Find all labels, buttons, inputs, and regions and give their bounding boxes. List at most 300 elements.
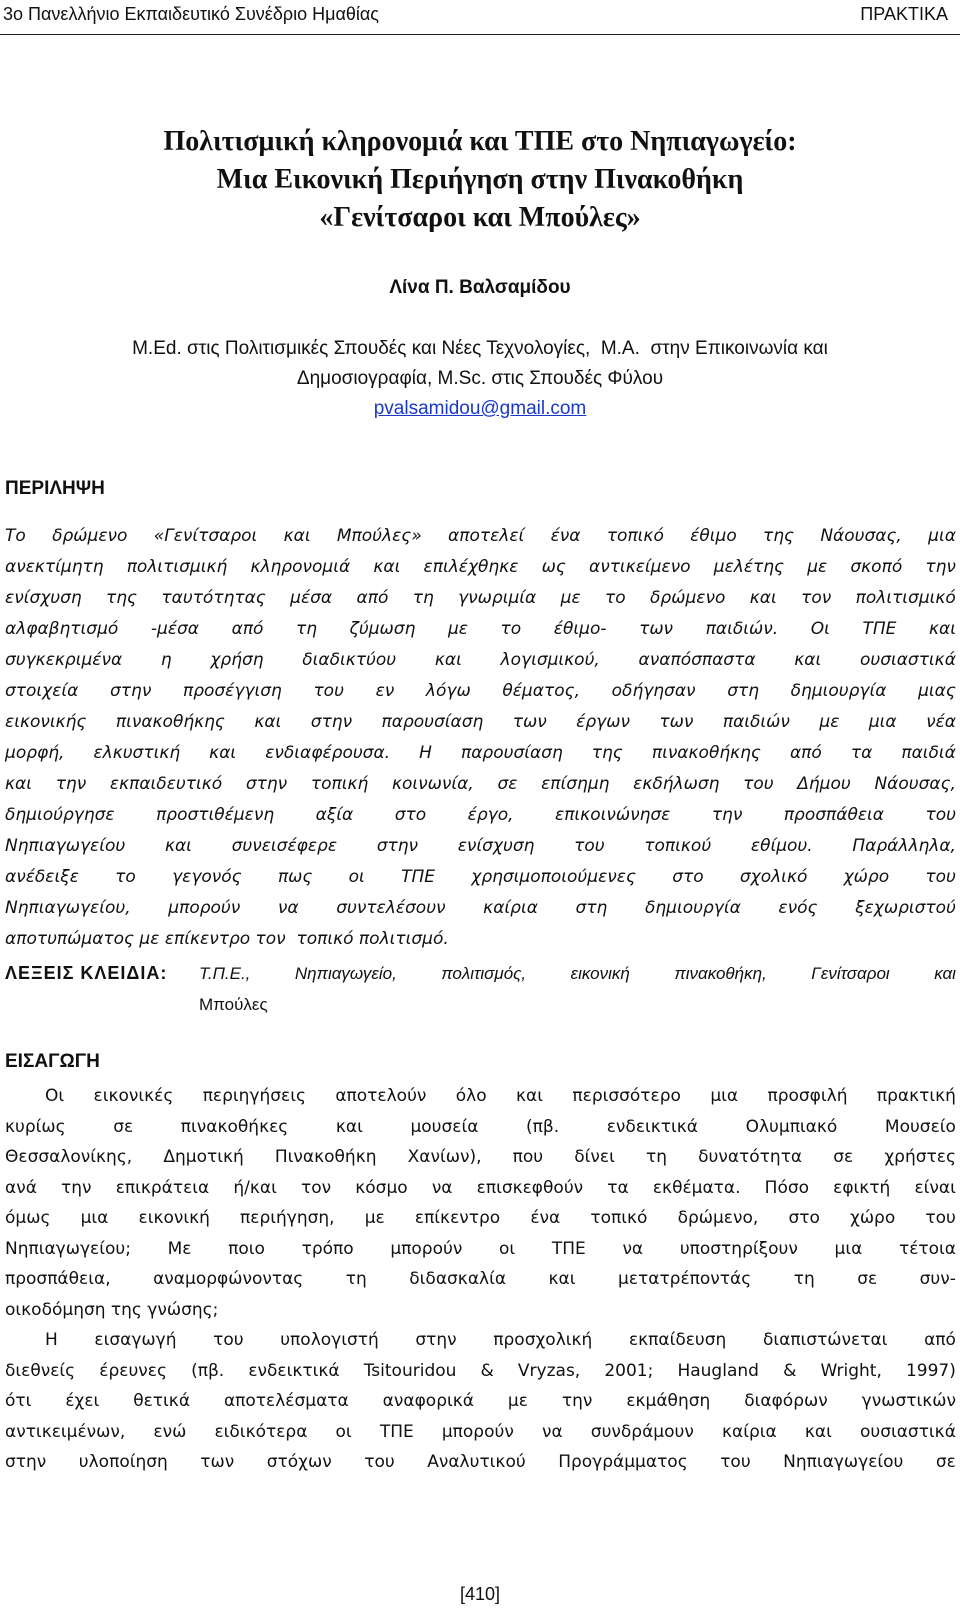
word: πινακοθήκης (651, 743, 761, 763)
word: αλφαβητισμό (5, 619, 119, 639)
abstract-line (5, 862, 956, 893)
word: συνδράμουν (590, 1421, 694, 1442)
word: παιδιά (901, 743, 956, 763)
word: Τ.Π.Ε., (199, 964, 251, 983)
word: των (512, 712, 547, 732)
word: αναμορφώνοντας (153, 1269, 304, 1289)
word: δίνει (574, 1147, 615, 1167)
word: αναπόσπαστα (638, 650, 756, 670)
word: των (659, 712, 694, 732)
word: τοπικού (644, 836, 712, 856)
author-affiliation (0, 334, 960, 424)
author-name: Λίνα Π. Βαλσαμίδου (389, 277, 571, 298)
word: στο (788, 1208, 820, 1228)
title-line-3: «Γενίτσαροι και Μπούλες» (319, 202, 641, 233)
word: σε (497, 774, 518, 794)
word: Vryzas, (517, 1360, 581, 1381)
word: στην (110, 681, 152, 701)
word: των (200, 1452, 235, 1472)
word: έχει (65, 1391, 100, 1411)
affiliation-line-1: M.Ed. στις Πολιτισμικές Σπουδές και Νέες Τεχνολογίες, M.A. στην Επικοινωνία και (132, 338, 828, 359)
word: με (507, 1391, 528, 1411)
intro-line (5, 1142, 956, 1173)
word: ζύμωση (349, 619, 416, 639)
word: Νηπιαγωγείο, (294, 964, 397, 983)
word: έθιμο- (553, 619, 607, 639)
word: Haugland (677, 1360, 759, 1381)
word: στο (672, 867, 704, 887)
word: οι (335, 1421, 352, 1442)
word: εκμάθηση (626, 1391, 711, 1411)
word: από (231, 619, 264, 639)
word: Νάουσας, (874, 774, 956, 794)
word: πρακτική (876, 1086, 956, 1106)
word: στη (575, 898, 608, 918)
word: χώρο (850, 1208, 896, 1228)
word: του (213, 1330, 244, 1350)
word: εικονικής (5, 712, 87, 732)
word: είναι (914, 1177, 956, 1198)
word: μετατρέποντάς (618, 1269, 752, 1289)
word: όμως (5, 1208, 51, 1228)
word: το (115, 867, 136, 887)
intro-line (5, 1203, 956, 1234)
abstract-line (5, 769, 956, 800)
word: προσπάθεια, (5, 1269, 111, 1289)
word: στόχων (266, 1452, 332, 1472)
word: ανέδειξε (5, 867, 79, 887)
abstract-heading: ΠΕΡΙΛΗΨΗ (5, 478, 105, 499)
word: δημιουργία (644, 898, 741, 918)
word: στην (245, 774, 288, 794)
intro-line (5, 1081, 956, 1112)
word: μια (868, 712, 897, 732)
word: χρησιμοποιούμενες (471, 867, 636, 887)
word: περιηγήσεις (202, 1086, 306, 1106)
word: προσπάθεια (783, 805, 885, 825)
word: ΤΠΕ (862, 619, 897, 639)
word: με (364, 1208, 385, 1228)
word: μπορούν (168, 898, 241, 918)
word: μπορούν (390, 1238, 463, 1259)
word: επικράτεια (115, 1177, 210, 1198)
word: Νάουσας, (820, 526, 902, 546)
word: και (804, 1421, 832, 1442)
title-line-1: Πολιτισμική κληρονομιά και ΤΠΕ στο Νηπιαγωγείο: (163, 126, 797, 157)
word: εικονικές (93, 1086, 174, 1106)
abstract-line (5, 583, 956, 614)
author-email-link[interactable]: pvalsamidou@gmail.com (373, 398, 587, 419)
word: εκπαιδευτικό (109, 774, 223, 794)
word: Ολυμπιακό (745, 1116, 838, 1137)
word: Χανίων), (407, 1147, 482, 1167)
word: τη (345, 1269, 367, 1289)
keywords (5, 958, 956, 1020)
word: γνωριμία (458, 588, 537, 608)
word: τα (607, 1177, 629, 1198)
word: επιλέχθηκε (423, 557, 519, 577)
intro-line (5, 1325, 956, 1356)
word: Πόσο (764, 1177, 810, 1198)
word: να (622, 1238, 644, 1259)
abstract-line (5, 831, 956, 862)
word: εκθέματα. (652, 1177, 741, 1198)
word: αξία (315, 805, 354, 825)
intro-line: οικοδόμηση της γνώσης; (5, 1299, 219, 1320)
word: του (364, 1452, 395, 1472)
word: ενώ (153, 1421, 187, 1442)
word: θέματος, (502, 681, 580, 701)
word: τη (296, 619, 318, 639)
word: οι (499, 1238, 516, 1259)
word: καίρια (483, 898, 538, 918)
word: οδήγησαν (611, 681, 696, 701)
word: στο (394, 805, 427, 825)
word: μορφή, (5, 743, 65, 763)
word: επίσημη (541, 774, 610, 794)
word: Δήμου (797, 774, 851, 794)
word: της (106, 588, 138, 608)
word: δρώμενο (52, 526, 128, 546)
word: του (925, 867, 956, 887)
abstract-line (5, 893, 956, 924)
word: ενδιαφέρουσα. (265, 743, 391, 763)
word: κόσμο (355, 1177, 408, 1198)
word: Οι (810, 619, 830, 639)
keywords-label: ΛΕΞΕΙΣ ΚΛΕΙΔΙΑ: (5, 963, 168, 983)
word: ειδικότερα (214, 1421, 308, 1442)
word: όλο (455, 1086, 487, 1106)
word: του (574, 836, 605, 856)
abstract-line (5, 738, 956, 769)
word: κληρονομιά (250, 557, 351, 577)
word: σε (935, 1452, 956, 1472)
word: που (512, 1147, 544, 1167)
word: διαπιστώνεται (762, 1330, 888, 1350)
word: Το (5, 526, 26, 546)
word: πινακοθήκης (115, 712, 225, 732)
word: παιδιών (722, 712, 790, 732)
word: με (447, 619, 468, 639)
word: κοινωνία, (391, 774, 474, 794)
intro-line (5, 1447, 956, 1478)
word: η (160, 650, 172, 670)
word: πινακοθήκη, (674, 964, 767, 983)
abstract-body (5, 521, 956, 955)
word: και (283, 526, 311, 546)
word: καίρια (721, 1421, 777, 1442)
word: ελκυστική (93, 743, 181, 763)
intro-body (5, 1081, 956, 1478)
word: συν- (919, 1269, 956, 1289)
word: προσχολική (493, 1330, 593, 1350)
title-line-2: Μια Εικονική Περιήγηση στην Πινακοθήκη (216, 164, 744, 195)
word: του (925, 1208, 956, 1228)
word: έθιμο (690, 526, 737, 546)
word: την (61, 1177, 92, 1198)
word: δημιούργησε (5, 805, 115, 825)
abstract-line (5, 552, 956, 583)
word: μια (928, 526, 956, 546)
word: Πινακοθήκη (274, 1147, 377, 1167)
word: σε (857, 1269, 878, 1289)
word: της (763, 526, 795, 546)
word: & (783, 1360, 797, 1381)
word: παρουσίαση (381, 712, 484, 732)
word: και (335, 1116, 363, 1137)
word: Νηπιαγωγείου (783, 1452, 904, 1472)
word: μέσα (290, 588, 333, 608)
word: προστιθέμενη (156, 805, 275, 825)
word: ή/και (233, 1177, 277, 1198)
word: αναφορικά (382, 1391, 474, 1411)
intro-line (5, 1173, 956, 1204)
word: τρόπο (301, 1238, 354, 1259)
word: & (480, 1360, 494, 1381)
intro-line (5, 1417, 956, 1448)
word: του (743, 774, 774, 794)
word: να (277, 898, 299, 918)
word: ΤΠΕ (401, 867, 435, 887)
word: διαφόρων (744, 1391, 828, 1411)
word: ένα (550, 526, 581, 546)
word: πινακοθήκες (180, 1116, 289, 1137)
word: οι (348, 867, 365, 887)
word: αντικείμενο (589, 557, 691, 577)
word: πολιτισμός, (441, 964, 527, 983)
word: ΤΠΕ (379, 1421, 414, 1442)
word: περιήγηση, (240, 1208, 335, 1228)
word: ως (541, 557, 566, 577)
intro-line (5, 1234, 956, 1265)
abstract-line: αποτυπώματος με επίκεντρο τον τοπικό πολιτισμό. (5, 929, 449, 949)
word: -μέσα (150, 619, 200, 639)
word: ταυτότητας (161, 588, 266, 608)
word: των (639, 619, 674, 639)
word: υπολογιστή (280, 1330, 379, 1350)
keywords-text (199, 958, 956, 989)
word: έργο, (467, 805, 514, 825)
word: εικονική (138, 1208, 210, 1228)
word: συντελέσουν (336, 898, 446, 918)
word: αντικειμένων, (5, 1421, 126, 1442)
word: (πβ. (191, 1360, 225, 1381)
word: σε (833, 1147, 854, 1167)
word: μελέτης (713, 557, 784, 577)
word: σε (113, 1116, 134, 1137)
word: (πβ. (526, 1116, 560, 1137)
word: τον (801, 588, 832, 608)
intro-line (5, 1386, 956, 1417)
word: από (356, 588, 389, 608)
word: την (55, 774, 87, 794)
word: Wright, (820, 1360, 882, 1381)
word: μια (80, 1208, 109, 1228)
word: πολιτισμικό (855, 588, 956, 608)
intro-heading: ΕΙΣΑΓΩΓΗ (5, 1051, 100, 1072)
word: ενίσχυση (5, 588, 82, 608)
abstract-line (5, 676, 956, 707)
word: «Γενίτσαροι (153, 526, 258, 546)
word: του (313, 681, 344, 701)
word: γεγονός (172, 867, 242, 887)
paper-title (0, 123, 960, 237)
word: 1997) (905, 1360, 956, 1381)
word: αποτελέσματα (223, 1391, 349, 1411)
word: και (928, 619, 956, 639)
word: Οι (45, 1086, 65, 1106)
keywords-line-1 (5, 958, 956, 989)
word: διαδικτύου (302, 650, 397, 670)
word: Νηπιαγωγείου, (5, 898, 131, 918)
word: και (794, 650, 822, 670)
word: ανεκτίμητη (5, 557, 104, 577)
word: ποιο (228, 1238, 265, 1259)
word: σχολικό (739, 867, 808, 887)
word: λόγω (425, 681, 471, 701)
page-number: [410] (459, 1584, 501, 1604)
word: στοιχεία (5, 681, 79, 701)
word: και (749, 588, 777, 608)
word: την (711, 805, 743, 825)
word: ότι (5, 1391, 32, 1411)
word: έρευνες (99, 1360, 167, 1381)
word: της (591, 743, 623, 763)
word: Θεσσαλονίκης, (5, 1147, 133, 1167)
keywords-line-2: Μπούλες (199, 995, 268, 1014)
word: αποτελούν (335, 1086, 427, 1106)
word: με (819, 712, 840, 732)
word: έργων (576, 712, 630, 732)
word: τη (793, 1269, 815, 1289)
word: Νηπιαγωγείου; (5, 1238, 131, 1259)
word: λογισμικού, (500, 650, 600, 670)
word: χώρο (843, 867, 890, 887)
word: Δημοτική (163, 1147, 244, 1167)
word: Μπούλες» (336, 526, 422, 546)
word: συνεισέφερε (231, 836, 338, 856)
abstract-line (5, 645, 956, 676)
word: τη (412, 588, 434, 608)
word: μιας (918, 681, 956, 701)
word: στην (5, 1452, 47, 1472)
word: και (209, 743, 237, 763)
affiliation-line-2: Δημοσιογραφία, M.Sc. στις Σπουδές Φύλου (296, 368, 664, 389)
word: του (925, 805, 956, 825)
word: στην (415, 1330, 457, 1350)
word: ουσιαστικά (859, 1421, 956, 1442)
word: εκπαίδευση (628, 1330, 727, 1350)
word: να (431, 1177, 453, 1198)
word: τοπικό (606, 526, 664, 546)
proceedings-label: ΠΡΑΚΤΙΚΑ (860, 4, 948, 24)
word: και (164, 836, 192, 856)
word: κυρίως (5, 1116, 66, 1137)
word: επισκεφθούν (476, 1177, 584, 1198)
word: μπορούν (441, 1421, 514, 1442)
word: αποτελεί (448, 526, 525, 546)
word: χρήση (210, 650, 264, 670)
word: τοπικό (590, 1208, 648, 1228)
word: υλοποίηση (78, 1452, 168, 1472)
word: ξεχωριστού (855, 898, 956, 918)
word: δημιουργία (790, 681, 887, 701)
word: πολιτισμική (126, 557, 228, 577)
intro-line (5, 1112, 956, 1143)
word: το (500, 619, 522, 639)
word: και (934, 964, 956, 983)
abstract-line (5, 614, 956, 645)
word: και (373, 557, 401, 577)
word: εφικτή (833, 1177, 891, 1198)
word: γνωστικών (861, 1391, 956, 1411)
intro-line (5, 1264, 956, 1295)
word: και (254, 712, 282, 732)
word: ένα (530, 1208, 561, 1228)
word: από (924, 1330, 956, 1350)
word: ενός (778, 898, 818, 918)
word: προσέγγιση (182, 681, 282, 701)
word: Γενίτσαροι (811, 964, 890, 983)
word: περισσότερο (572, 1086, 681, 1106)
word: Μουσείο (884, 1116, 956, 1137)
word: τοπική (310, 774, 369, 794)
word: προσφιλή (767, 1086, 848, 1106)
word: τέτοια (898, 1238, 956, 1259)
word: χρήστες (884, 1147, 956, 1167)
word: με (807, 557, 828, 577)
word: Με (167, 1238, 192, 1259)
abstract-line (5, 800, 956, 831)
word: του (720, 1452, 751, 1472)
word: διεθνείς (5, 1360, 76, 1381)
word: εκδήλωση (633, 774, 720, 794)
word: ΤΠΕ (551, 1238, 586, 1259)
word: και (434, 650, 462, 670)
word: εικονική (570, 964, 630, 983)
word: Αναλυτικού (427, 1452, 526, 1472)
word: και (516, 1086, 544, 1106)
word: παιδιών. (705, 619, 779, 639)
word: υποστηρίξουν (679, 1238, 798, 1259)
word: στην (310, 712, 353, 732)
word: στην (376, 836, 419, 856)
word: επίκεντρο (414, 1208, 501, 1228)
word: Παράλληλα, (852, 836, 956, 856)
word: Tsitouridou (363, 1360, 457, 1381)
word: στη (727, 681, 759, 701)
word: Η (45, 1330, 58, 1350)
word: την (561, 1391, 593, 1411)
word: νέα (926, 712, 956, 732)
word: ενδεικτικά (248, 1360, 340, 1381)
word: εθίμου. (750, 836, 813, 856)
word: δυνατότητα (698, 1147, 803, 1167)
word: μια (834, 1238, 863, 1259)
word: θετικά (133, 1391, 191, 1411)
word: ανά (5, 1177, 37, 1198)
word: ουσιαστικά (859, 650, 956, 670)
word: και (548, 1269, 576, 1289)
word: Η (419, 743, 432, 763)
word: δρώμενο (650, 588, 726, 608)
abstract-line (5, 707, 956, 738)
word: δρώμενο, (677, 1208, 759, 1228)
word: μουσεία (410, 1116, 479, 1137)
word: σκοπό (850, 557, 903, 577)
intro-line (5, 1356, 956, 1387)
word: τα (850, 743, 873, 763)
